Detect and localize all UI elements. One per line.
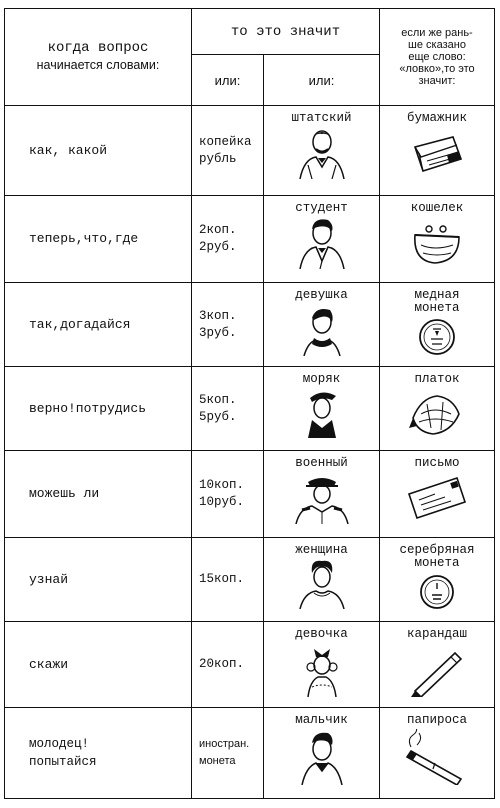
person-label: мальчик	[295, 713, 348, 727]
header-means: то это значит	[192, 9, 380, 55]
silver-coin-icon	[415, 572, 459, 612]
person-label: девушка	[295, 288, 348, 302]
object-cell	[380, 708, 495, 799]
soldier-icon	[290, 472, 354, 524]
person-cell	[264, 708, 380, 799]
money-cell: 3коп. 3руб.	[192, 283, 264, 367]
object-label: медная монета	[414, 288, 460, 315]
object-label: письмо	[414, 456, 460, 470]
cigarette-icon	[405, 729, 469, 785]
header-lovko	[380, 9, 495, 106]
phrase-cell: теперь,что,где	[5, 196, 192, 283]
object-label: серебряная монета	[399, 543, 475, 570]
person-cell	[264, 622, 380, 708]
object-label: кошелек	[410, 201, 464, 215]
person-label: моряк	[302, 372, 341, 386]
money-cell: 20коп.	[192, 622, 264, 708]
object-cell	[380, 196, 495, 283]
student-icon	[292, 217, 352, 269]
money-cell: 5коп. 5руб.	[192, 367, 264, 451]
table-row	[5, 196, 495, 283]
wallet-icon	[407, 127, 467, 177]
object-cell	[380, 106, 495, 196]
object-cell	[380, 283, 495, 367]
person-cell	[264, 106, 380, 196]
table-row	[5, 106, 495, 196]
table-row	[5, 538, 495, 622]
table-row	[5, 283, 495, 367]
person-label: девочка	[295, 627, 348, 641]
pencil-icon	[405, 643, 469, 697]
little-girl-icon	[292, 643, 352, 697]
phrase-cell: можешь ли	[5, 451, 192, 538]
phrase-cell: узнай	[5, 538, 192, 622]
table-row	[5, 451, 495, 538]
object-cell	[380, 367, 495, 451]
person-cell	[264, 196, 380, 283]
letter-icon	[405, 472, 469, 520]
phrase-cell: верно!потрудись	[5, 367, 192, 451]
person-label: военный	[295, 456, 348, 470]
purse-icon	[407, 217, 467, 267]
object-label: бумажник	[406, 111, 467, 125]
person-cell	[264, 451, 380, 538]
copper-coin-icon	[415, 317, 459, 357]
object-cell	[380, 622, 495, 708]
header-or-1: или:	[192, 55, 264, 106]
phrase-cell: скажи	[5, 622, 192, 708]
money-cell: 2коп. 2руб.	[192, 196, 264, 283]
phrase-cell: как, какой	[5, 106, 192, 196]
table-row	[5, 367, 495, 451]
object-label: платок	[414, 372, 460, 386]
boy-icon	[292, 729, 352, 785]
object-label: папироса	[406, 713, 467, 727]
code-table	[4, 8, 495, 799]
money-cell: 10коп. 10руб.	[192, 451, 264, 538]
table-row	[5, 622, 495, 708]
object-cell	[380, 538, 495, 622]
object-label: карандаш	[406, 627, 467, 641]
person-label: студент	[295, 201, 348, 215]
person-label: штатский	[291, 111, 352, 125]
sailor-icon	[292, 388, 352, 438]
header-phrase-line1: когда вопрос	[47, 40, 149, 56]
woman-icon	[292, 559, 352, 609]
person-cell	[264, 367, 380, 451]
money-cell: иностран. монета	[192, 708, 264, 799]
table-row	[5, 708, 495, 799]
person-cell	[264, 538, 380, 622]
handkerchief-icon	[407, 388, 467, 438]
person-cell	[264, 283, 380, 367]
header-phrase	[5, 9, 192, 106]
money-cell: копейка рубль	[192, 106, 264, 196]
person-label: женщина	[295, 543, 348, 557]
header-lovko-text: если же рань- ше сказано еще слово: «ловко»,то это значит:	[399, 27, 475, 87]
header-phrase-line2: начинается словами:	[36, 58, 160, 72]
object-cell	[380, 451, 495, 538]
civilian-icon	[292, 127, 352, 179]
header-or-2: или:	[264, 55, 380, 106]
money-cell: 15коп.	[192, 538, 264, 622]
phrase-cell: молодец! попытайся	[5, 708, 192, 799]
girl-icon	[292, 304, 352, 356]
phrase-cell: так,догадайся	[5, 283, 192, 367]
